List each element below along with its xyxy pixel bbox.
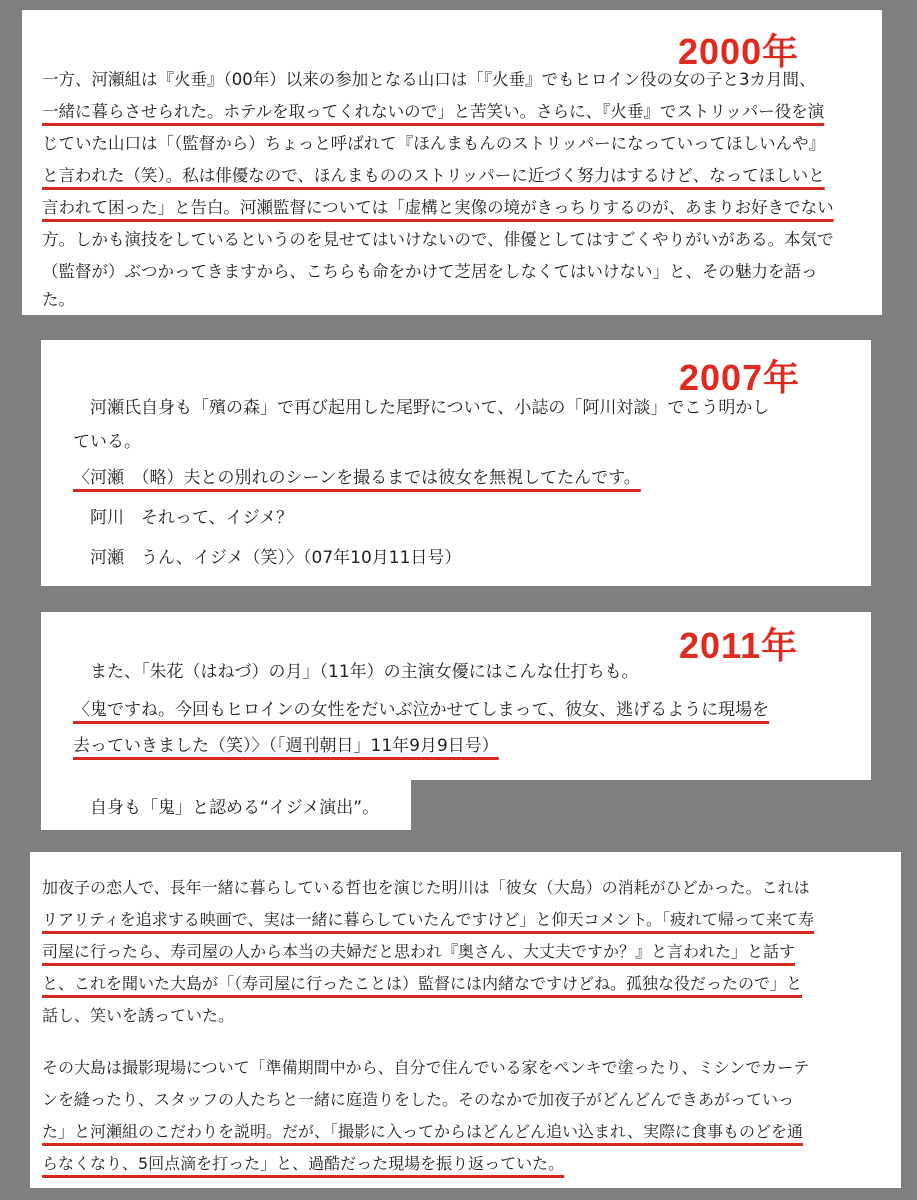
text-line: 話し、笑いを誘っていた。: [42, 1006, 235, 1025]
year-label: 2007年: [679, 357, 801, 398]
text-line: 言われて困った」と告白。河瀬監督については「虚構と実像の境がきっちりするのが、あまりお好きでない: [42, 198, 834, 217]
text-line: 一緒に暮らさせられた。ホテルを取ってくれないので」と苦笑い。さらに、『火垂』でストリッパー役を演: [42, 102, 825, 121]
text-line: 〈鬼ですね。今回もヒロインの女性をだいぶ泣かせてしまって、彼女、逃げるように現場を: [73, 700, 770, 720]
text-line: 阿川 それって、イジメ？: [73, 508, 294, 528]
text-line: ンを縫ったり、スタッフの人たちと一緒に庭造りをした。そのなかで加夜子がどんどんできあがっていっ: [42, 1090, 795, 1109]
text-line: リアリティを追求する映画で、実は一緒に暮らしていたんですけど」と仰天コメント。「疲れて帰って来て寿: [42, 910, 815, 929]
article-panel-2000: [22, 10, 882, 315]
text-line: 自身も「鬼」と認める“イジメ演出”。: [73, 798, 380, 818]
text-line: らなくなり、5回点滴を打った」と、過酷だった現場を振り返っていた。: [42, 1154, 565, 1173]
text-line: た。: [42, 290, 75, 309]
text-line: 一方、河瀬組は『火垂』（00年）以来の参加となる山口は「『火垂』でもヒロイン役の女の子と3カ月間、: [42, 70, 816, 89]
text-line: 加夜子の恋人で、長年一緒に暮らしている哲也を演じた明川は「彼女（大島）の消耗がひどかった。これは: [42, 878, 810, 897]
text-line: その大島は撮影現場について「準備期間中から、自分で住んでいる家をペンキで塗ったり、ミシンでカーテ: [42, 1058, 810, 1077]
article-panel-2011-footer: [41, 768, 411, 830]
year-label: 2000年: [678, 31, 800, 72]
text-line: 司屋に行ったら、寿司屋の人から本当の夫婦だと思われ『奥さん、大丈夫ですか？』と言われた」と話す: [42, 942, 795, 961]
year-label: 2011年: [679, 625, 799, 666]
text-line: と、これを聞いた大島が「（寿司屋に行ったことは）監督には内緒なですけどね。孤独な役だったので」と: [42, 974, 803, 993]
text-line: た」と河瀬組のこだわりを説明。だが、「撮影に入ってからはどんどん追い込まれ、実際に食事ものどを通: [42, 1122, 803, 1141]
text-line: 去っていきました（笑）〉（「週刊朝日」11年9月9日号）: [73, 736, 499, 756]
text-line: また、「朱花（はねづ）の月」（11年）の主演女優にはこんな仕打ちも。: [73, 662, 639, 682]
text-line: じていた山口は「（監督から）ちょっと呼ばれて『ほんまもんのストリッパーになっていってほしいんや』: [42, 134, 826, 153]
text-line: 河瀬氏自身も「殯の森」で再び起用した尾野について、小誌の「阿川対談」でこう明かし: [73, 398, 770, 418]
text-line: 河瀬 うん、イジメ（笑）〉（07年10月11日号）: [73, 548, 462, 568]
text-line: 〈河瀬 （略）夫との別れのシーンを撮るまでは彼女を無視してたんです。: [73, 468, 641, 488]
text-line: 方。しかも演技をしているというのを見せてはいけないので、俳優としてはすごくやりがいがある。本気で: [42, 230, 834, 249]
text-line: （監督が）ぶつかってきますから、こちらも命をかけて芝居をしなくてはいけない」と、その魅力を語っ: [42, 262, 818, 281]
text-line: ている。: [73, 432, 141, 452]
article-panel-2007: [41, 340, 871, 586]
article-panel-final: [30, 852, 901, 1188]
article-panel-2011: [41, 612, 871, 780]
text-line: と言われた（笑）。私は俳優なので、ほんまもののストリッパーに近づく努力はするけど、なってほしいと: [42, 166, 825, 185]
